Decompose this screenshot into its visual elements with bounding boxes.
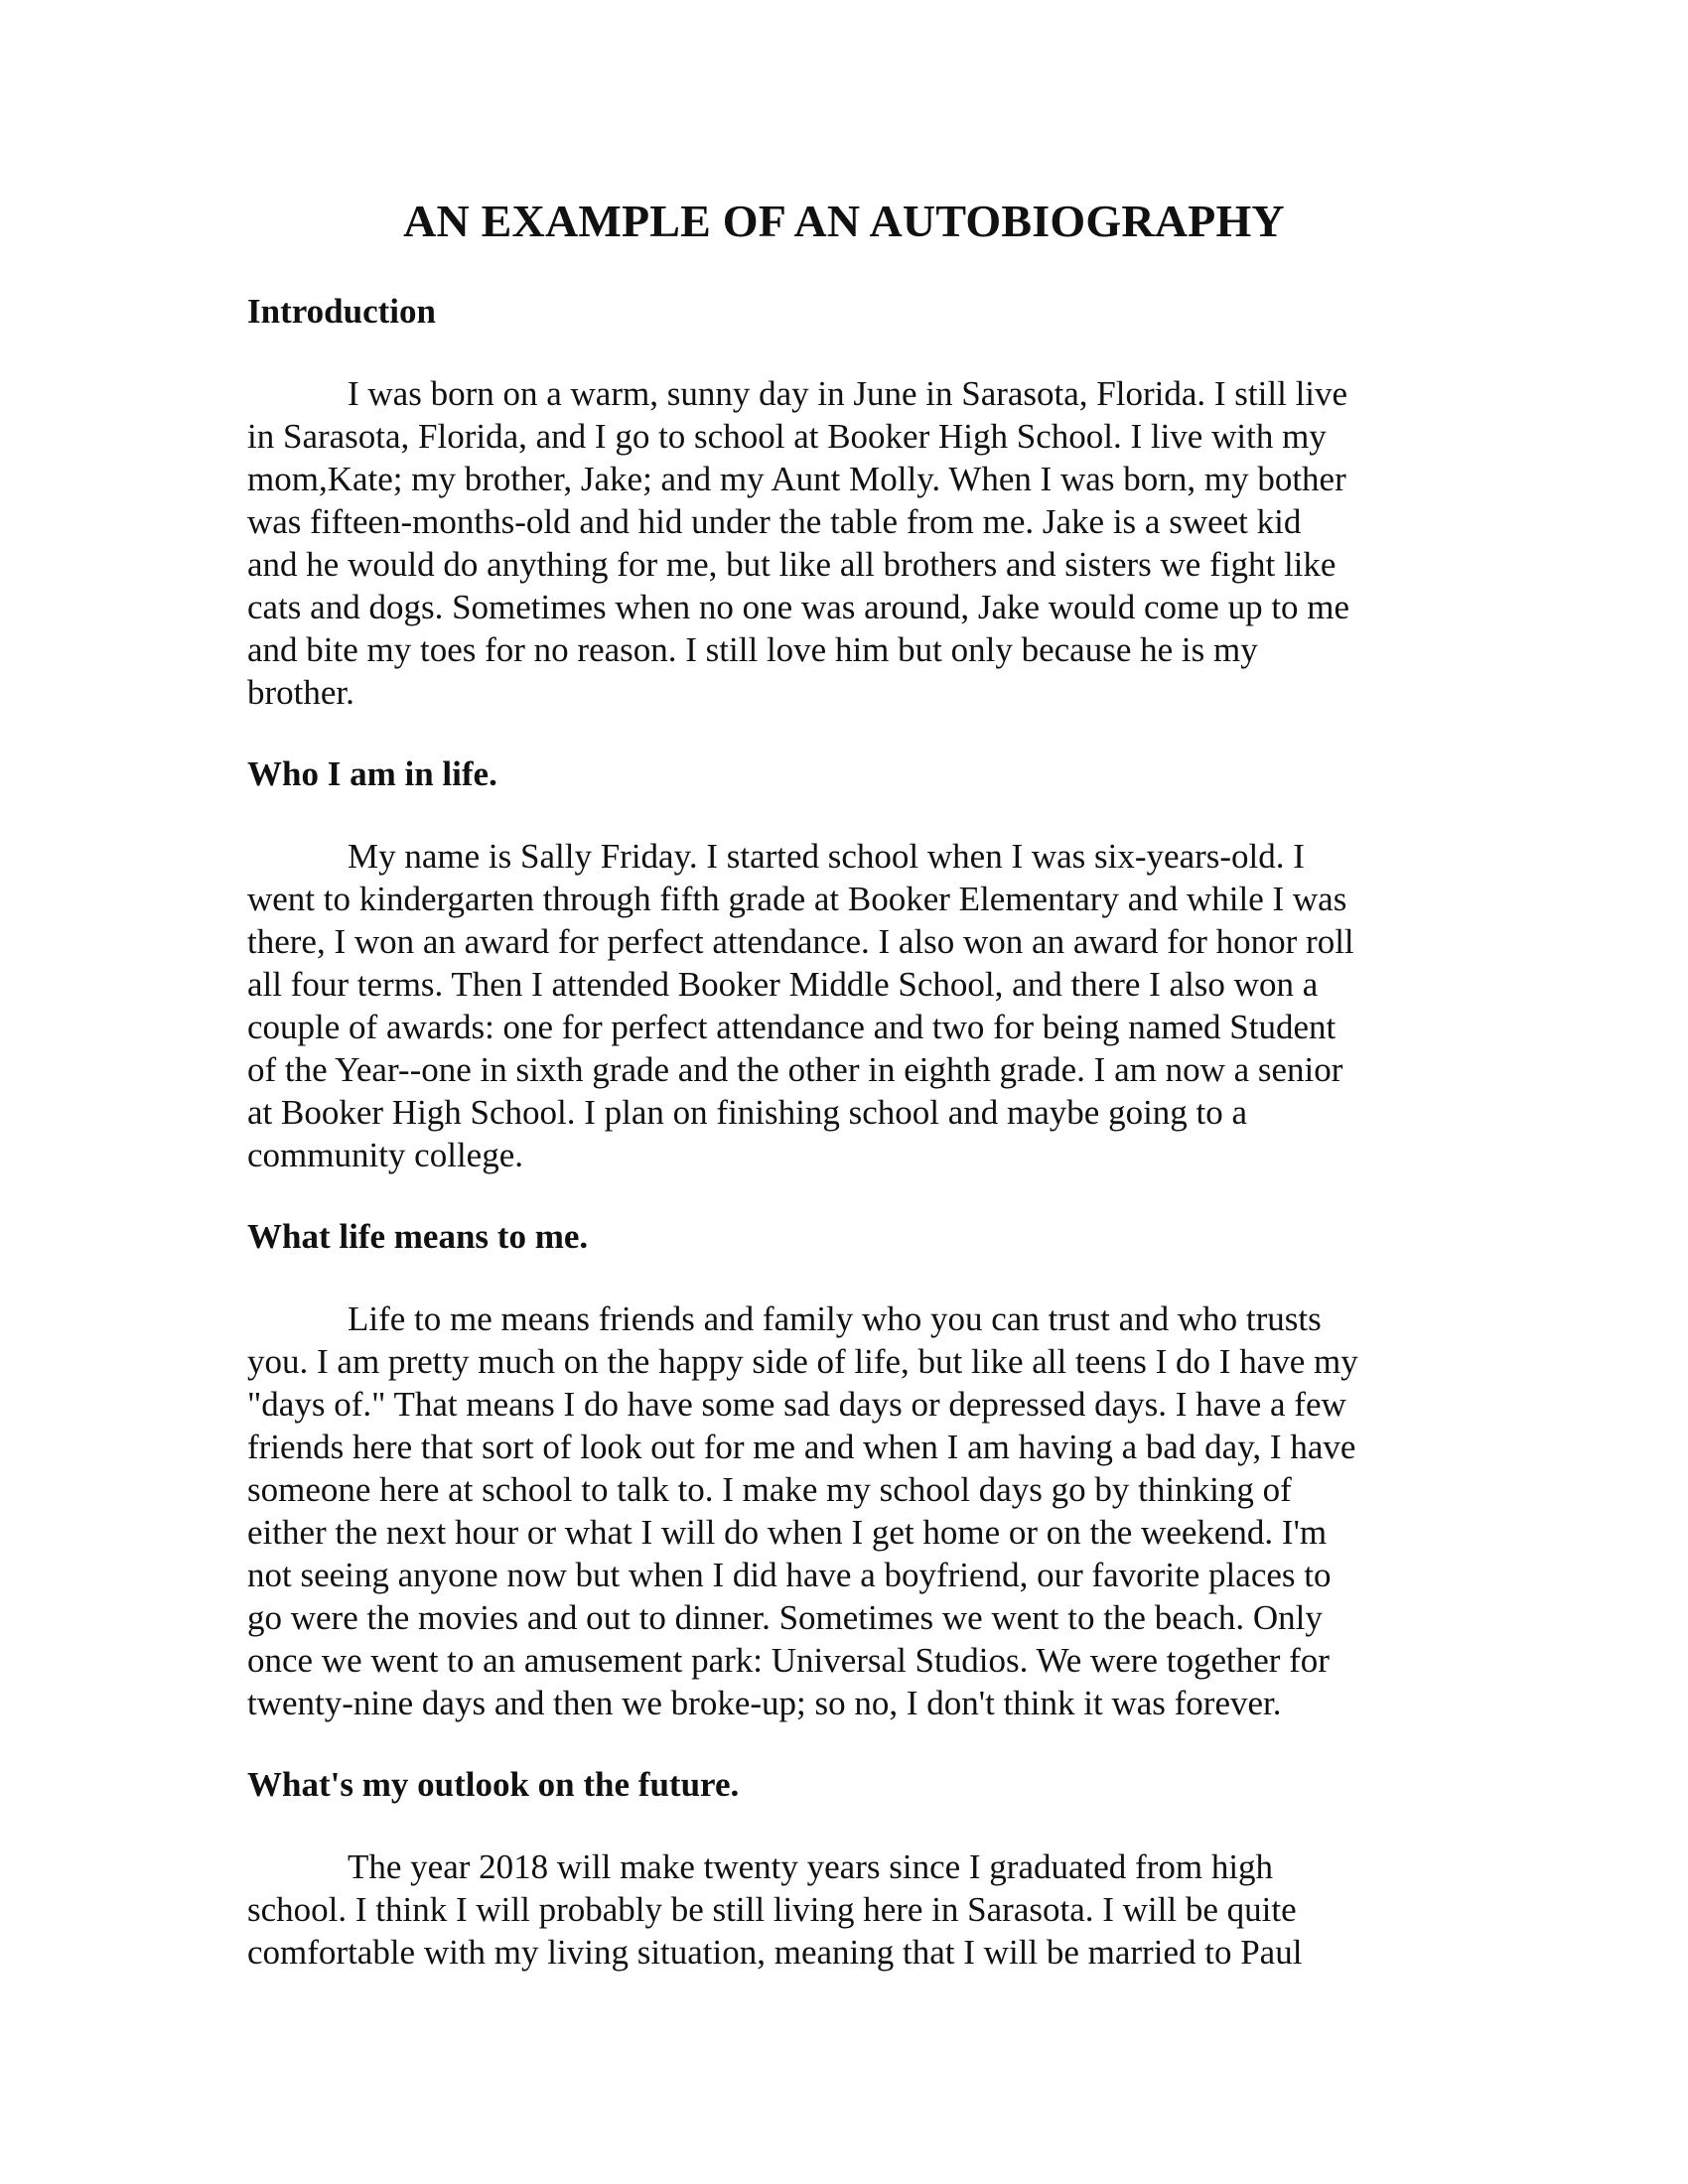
paragraph-who-i-am <box>247 835 1439 1176</box>
paragraph-line: all four terms. Then I attended Booker Middle School, and there I also won a <box>247 965 1319 1004</box>
paragraph-line: The year 2018 will make twenty years since I graduated from high <box>348 1847 1274 1886</box>
paragraph-line: once we went to an amusement park: Universal Studios. We were together for <box>247 1641 1330 1680</box>
paragraph-line: was fifteen-months-old and hid under the table from me. Jake is a sweet kid <box>247 502 1302 541</box>
section-heading-introduction: Introduction <box>247 292 436 331</box>
paragraph-line: "days of." That means I do have some sad days or depressed days. I have a few <box>247 1385 1346 1424</box>
section-heading-outlook-future: What's my outlook on the future. <box>247 1765 740 1804</box>
paragraph-line: friends here that sort of look out for me and when I am having a bad day, I have <box>247 1428 1356 1466</box>
paragraph-line: community college. <box>247 1136 523 1174</box>
paragraph-line: you. I am pretty much on the happy side of life, but like all teens I do I have my <box>247 1342 1358 1381</box>
paragraph-line: cats and dogs. Sometimes when no one was around, Jake would come up to me <box>247 588 1350 626</box>
paragraph-line: either the next hour or what I will do when I get home or on the weekend. I'm <box>247 1513 1328 1552</box>
paragraph-line: couple of awards: one for perfect attendance and two for being named Student <box>247 1008 1336 1046</box>
document-title: AN EXAMPLE OF AN AUTOBIOGRAPHY <box>403 196 1285 246</box>
paragraph-outlook-future <box>247 1845 1439 1974</box>
paragraph-what-life-means <box>247 1297 1439 1724</box>
paragraph-line: at Booker High School. I plan on finishing school and maybe going to a <box>247 1093 1248 1132</box>
paragraph-introduction <box>247 372 1439 714</box>
paragraph-line: go were the movies and out to dinner. Sometimes we went to the beach. Only <box>247 1598 1323 1637</box>
paragraph-line: twenty-nine days and then we broke-up; so no, I don't think it was forever. <box>247 1684 1282 1722</box>
paragraph-line: school. I think I will probably be still living here in Sarasota. I will be quite <box>247 1890 1297 1929</box>
document-body <box>247 290 1439 1974</box>
paragraph-line: someone here at school to talk to. I make my school days go by thinking of <box>247 1470 1292 1509</box>
paragraph-line: Life to me means friends and family who you can trust and who trusts <box>348 1299 1322 1338</box>
paragraph-line: of the Year--one in sixth grade and the other in eighth grade. I am now a senior <box>247 1050 1343 1089</box>
paragraph-line: in Sarasota, Florida, and I go to school at Booker High School. I live with my <box>247 417 1327 456</box>
section-heading-who-i-am: Who I am in life. <box>247 754 497 793</box>
paragraph-line: My name is Sally Friday. I started school when I was six-years-old. I <box>348 837 1305 876</box>
paragraph-line: went to kindergarten through fifth grade at Booker Elementary and while I was <box>247 880 1347 918</box>
paragraph-line: and bite my toes for no reason. I still love him but only because he is my <box>247 630 1258 669</box>
paragraph-line: mom,Kate; my brother, Jake; and my Aunt Molly. When I was born, my bother <box>247 460 1346 498</box>
paragraph-line: brother. <box>247 673 354 712</box>
paragraph-line: not seeing anyone now but when I did have a boyfriend, our favorite places to <box>247 1556 1332 1594</box>
paragraph-line: comfortable with my living situation, meaning that I will be married to Paul <box>247 1933 1303 1972</box>
paragraph-line: I was born on a warm, sunny day in June in Sarasota, Florida. I still live <box>348 374 1348 413</box>
section-heading-what-life-means: What life means to me. <box>247 1217 589 1256</box>
paragraph-line: and he would do anything for me, but like all brothers and sisters we fight like <box>247 545 1336 584</box>
paragraph-line: there, I won an award for perfect attendance. I also won an award for honor roll <box>247 922 1354 961</box>
